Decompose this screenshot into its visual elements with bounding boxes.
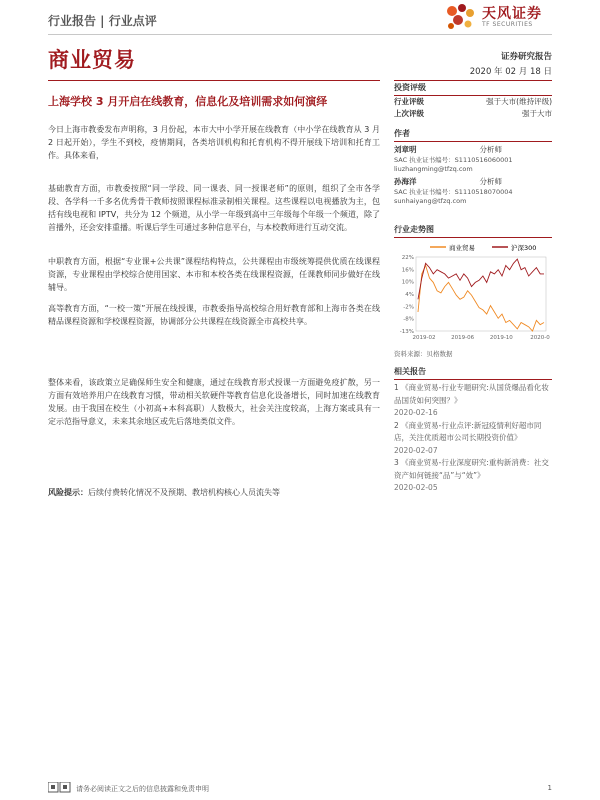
- authors-section: [394, 128, 552, 206]
- related-report[interactable]: [394, 382, 552, 420]
- y-tick-label: -13%: [399, 329, 414, 335]
- author-role: 分析师: [479, 177, 502, 186]
- series-line-hs300: [418, 259, 544, 299]
- header-divider: [48, 34, 552, 35]
- related-report-title[interactable]: 1 《商业贸易-行业专题研究:从国货爆品看化妆品国货如何突围？》: [394, 383, 549, 405]
- plot-area: [416, 257, 546, 331]
- x-tick-label: 2020-0: [530, 335, 550, 341]
- related-report[interactable]: [394, 420, 552, 458]
- rating-heading: 投资评级: [394, 83, 426, 92]
- y-tick-label: -2%: [403, 304, 414, 311]
- x-tick-label: 2019-10: [489, 335, 513, 341]
- rating-key: 上次评级: [394, 109, 424, 118]
- rating-row: [394, 108, 552, 120]
- author-role: 分析师: [479, 145, 502, 154]
- paragraph-summary: 整体来看，该政策立足确保师生安全和健康，通过在线教育形式授课一方面避免疫扩散，另一方面有效培养用户在线教育习惯，带动相关软硬件等教育信息化设备增长，同时加速在线教育发展。由于我国在校生（小初高+本科高职）人数极大，社会关注度较高，上海方案或具有一定示范指导意义，未来其余地区或先后落地类似文件。: [48, 378, 380, 426]
- legend-label-commerce: 商业贸易: [449, 244, 475, 252]
- rating-row: [394, 96, 552, 108]
- rating-section: [394, 80, 552, 120]
- authors-heading: 作者: [394, 129, 410, 138]
- rating-key: 行业评级: [394, 97, 424, 106]
- legend-label-hs300: 沪深300: [511, 244, 537, 252]
- trend-section: [394, 224, 552, 238]
- y-tick-label: -8%: [403, 316, 414, 323]
- author-cert: SAC 执业证书编号：S1110518070004: [394, 188, 513, 196]
- author-name: 刘章明: [394, 145, 417, 154]
- related-report-title[interactable]: 3 《商业贸易-行业深度研究:重构新消费：社交资产如何链接“品”与“效”》: [394, 458, 549, 480]
- rating-value: 强于大市: [522, 109, 552, 118]
- report-title: 上海学校 3 月开启在线教育，信息化及培训需求如何演绎: [48, 95, 328, 108]
- title-divider: [48, 80, 380, 81]
- footer-disclaimer: 请务必阅读正文之后的信息披露和免责申明: [76, 785, 209, 793]
- logo-text: 天风证券: [482, 6, 542, 22]
- industry-name: 商业贸易: [48, 48, 136, 72]
- trend-heading: 行业走势图: [394, 225, 434, 234]
- x-tick-label: 2019-06: [451, 335, 475, 341]
- paragraph-vocational: 中职教育方面，根据“专业课+公共课”课程结构特点，公共课程由市级统筹提供优质在线课程资源，专业课程由学校综合使用国家、本市和本校各类在线课程资源，任课教师同步做好在线辅导。: [48, 257, 380, 292]
- x-tick-label: 2019-02: [412, 335, 436, 341]
- related-report-date: 2020-02-07: [394, 445, 438, 455]
- risk-text: 后续付费转化情况不及预期、教培机构核心人员流失等: [88, 488, 280, 497]
- related-report-date: 2020-02-05: [394, 483, 438, 492]
- rating-value: 强于大市(维持评级): [486, 97, 552, 106]
- y-tick-label: 16%: [401, 267, 414, 274]
- report-date: 2020 年 02 月 18 日: [469, 67, 552, 77]
- paragraph-higher-edu: 高等教育方面，“一校一策”开展在线授课，市教委指导高校综合用好教育部和上海市各类在线精品课程资源和学校课程资源，协调部分公共课程在线资源全市高校共享。: [48, 304, 380, 326]
- related-report-title[interactable]: 2 《商业贸易-行业点评:新冠疫情利好超市同店，关注优质超市公司长期投资价值》: [394, 420, 542, 442]
- related-heading: 相关报告: [394, 367, 426, 376]
- risk-label: 风险提示：: [48, 488, 88, 497]
- tf-logo-icon: [444, 2, 478, 34]
- author-email[interactable]: liuzhangming@tfzq.com: [394, 165, 473, 173]
- logo-subtext: TF SECURITIES: [482, 21, 533, 28]
- paragraph-intro: 今日上海市教委发布声明称，3 月份起，本市大中小学开展在线教育（中小学在线教育从 3 月 2 日起开始），学生不到校，疫情期间，各类培训机构和托育机构不得开展线下培训和托育工作。具体来看，: [48, 125, 380, 160]
- related-section: [394, 366, 552, 495]
- y-tick-label: 22%: [401, 255, 414, 261]
- report-type: 证券研究报告: [500, 52, 552, 62]
- related-report[interactable]: [394, 457, 552, 495]
- author-row: [394, 176, 552, 188]
- report-category: 行业报告 | 行业点评: [48, 14, 157, 28]
- y-tick-label: 10%: [401, 279, 414, 286]
- series-line-commerce: [418, 266, 544, 332]
- paragraph-basic-edu: 基础教育方面，市教委按照“同一学段、同一课表、同一授课老师”的原则，组织了全市各学段、各学科一千多名优秀骨干教师按照课程标准录制相关课程。这些课程以电视播放为主，包括有线电视和 IPTV，共分为 12 个频道，从小学一年级到高中三年级每个年级一个频道，除了首播外，还会安排重播。听课后学生可通过多种信息平台，与本校教师进行互动交流。: [48, 184, 380, 232]
- author-cert: SAC 执业证书编号：S1110516060001: [394, 156, 513, 164]
- risk-warning: [48, 486, 380, 499]
- author-row: [394, 144, 552, 156]
- chart-source: 资料来源：贝格数据: [394, 350, 453, 358]
- footer-qr-icon: [48, 782, 72, 794]
- author-name: 孙海洋: [394, 177, 417, 186]
- y-tick-label: 4%: [405, 292, 414, 298]
- author-email[interactable]: sunhaiyang@tfzq.com: [394, 197, 467, 205]
- page-number: 1: [547, 784, 552, 792]
- related-report-date: 2020-02-16: [394, 408, 438, 417]
- trend-chart: [394, 240, 552, 345]
